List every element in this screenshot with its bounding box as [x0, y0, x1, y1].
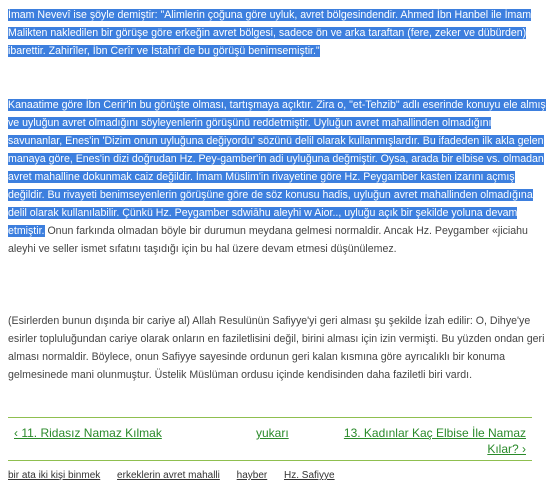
up-link[interactable]: yukarı — [256, 426, 289, 440]
selected-text: İmam Nevevî ise şöyle demiştir: "Alimlerin çoğuna göre uyluk, avret bölgesindendir. Ahmed İbn Hanbel ile İmam Malikten nakledilen bir görüşe göre erkeğin avret bölgesi, sadece ön ve arka taraftan (fere, zeker ve dübürden) ibarettir. Zahirîler, İbn Cerîr ve İstahrî de bu görüşü benimsemiştir." — [8, 9, 532, 57]
tag-link[interactable]: bir ata iki kişi binmek — [8, 470, 101, 481]
next-page-link[interactable]: 13. Kadınlar Kaç Elbise İle Namaz Kılar? › — [343, 426, 526, 456]
previous-page-link[interactable]: ‹ 11. Ridasız Namaz Kılmak — [14, 426, 162, 440]
tag-link[interactable]: erkeklerin avret mahalli — [117, 470, 220, 481]
tag-list — [8, 470, 349, 481]
paragraph-text: Onun farkında olmadan böyle bir durumun meydana gelmesi normaldir. Ancak Hz. Peygamber «jiciahu aleyhi ve seller ismet sıfatını taşıdığı için bu hal üzere devam etmesi düşünülemez. — [8, 225, 528, 255]
article-paragraph-2 — [8, 96, 548, 258]
book-navigation-bottom-border — [8, 460, 532, 461]
article-paragraph-1 — [8, 6, 548, 60]
tag-link[interactable]: hayber — [236, 470, 268, 481]
selected-text: Kanaatime göre İbn Cerir'in bu görüşte olması, tartışmaya açıktır. Zira o, "et-Tehzib" adlı eserinde konuyu ele almış ve uyluğun avret olmadığını söyleyenlerin görüşünü reddetmiştir. Uyluğun avret mahallinden olmadığını savunanlar, Enes'in 'Dizim onun uyluğuna değiyordu' sözünü delil olarak kullanmışlardır. Bu ifadeden ilk akla gelen manaya göre, Enes'in dizi doğrudan Hz. Pey-gamber'in adi uyluğuna değmiştir. Oysa, arada bir elbise vs. olmadan avret mahalline dokunmak caiz değildir. İmam Müslim'in rivayetine göre Hz. Peygamber kasten izarını açmış değildir. Bu rivayeti benimseyenlerin görüşüne göre de söz konusu hadis, uyluğun avret mahallinden olmadığına delil olarak kullanılabilir. Çünkü Hz. Peygamber sdwiāhu aleyhi w Aior.., uyluğu açık bir şekilde yoluna devam etmiştir. — [8, 99, 546, 237]
book-navigation-top-border — [8, 417, 532, 418]
article-paragraph-3: (Esirlerden bunun dışında bir cariye al) Allah Resulünün Safiyye'yi geri alması şu şekilde İzah edilir: O, Dihye'ye esirler topluluğundan cariye olarak onların en faziletlisini değil, birini alması için izin vermişti. Bu yüzden ondan geri alması normaldir. Böylece, onun Safiyye sayesinde ordunun geri kalan kısmına göre ayrıcalıklı bir konuma gelmesinede mani olunmuştur. Üstelik Müslüman ordusu içinde kendisinden daha faziletli biri vardı. — [8, 315, 545, 381]
tag-link[interactable]: Hz. Safiyye — [284, 470, 335, 481]
